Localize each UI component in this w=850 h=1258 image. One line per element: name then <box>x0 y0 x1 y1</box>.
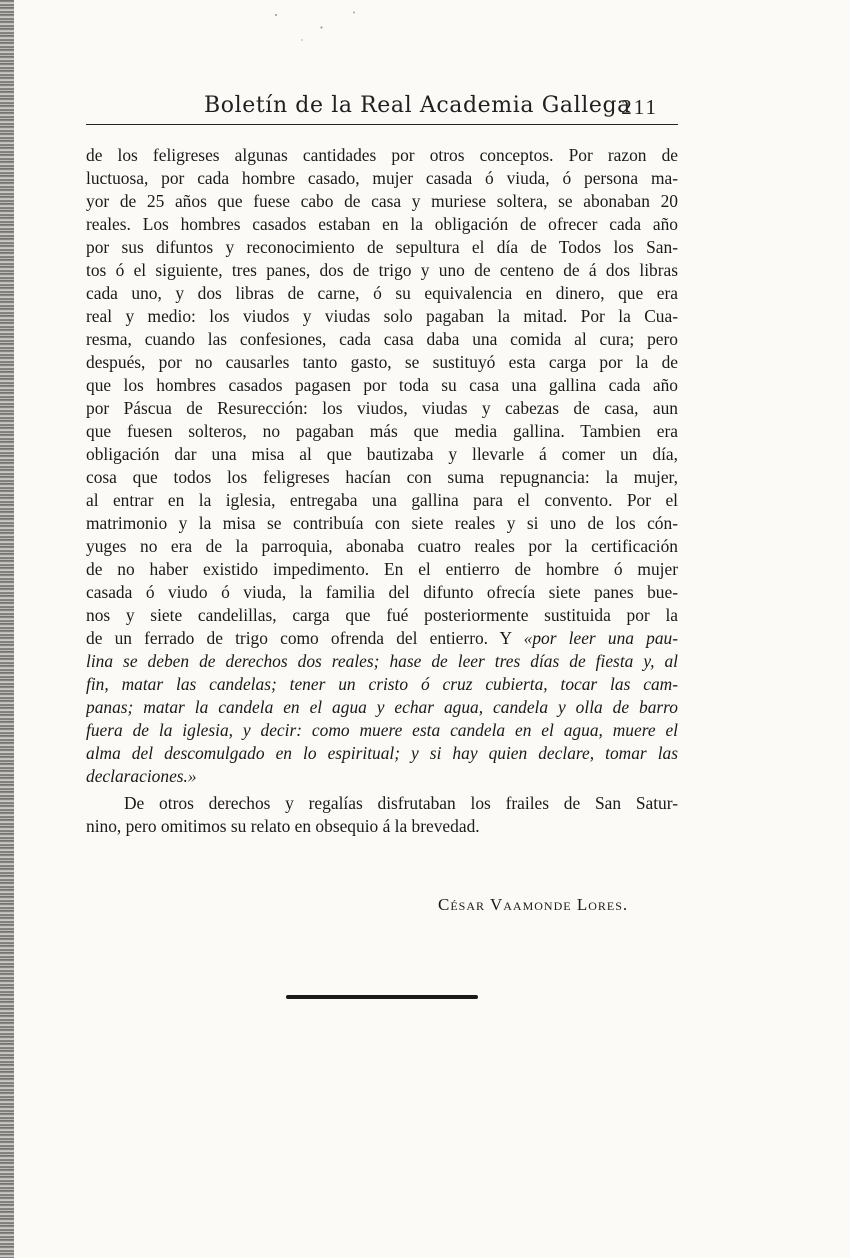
text-line: casada ó viudo ó viuda, la familia del difunto ofrecía siete panes bue- <box>86 582 678 602</box>
text-line: al entrar en la iglesia, entregaba una gallina para el convento. Por el <box>86 490 678 510</box>
text-line: luctuosa, por cada hombre casado, mujer casada ó viuda, ó persona ma- <box>86 168 678 188</box>
text-line: por sus difuntos y reconocimiento de sepultura el día de Todos los San- <box>86 237 678 257</box>
text-line-mixed <box>86 627 678 650</box>
text-italic-quote: «por leer una pau- <box>523 628 678 648</box>
text-line-italic: panas; matar la candela en el agua y echar agua, candela y olla de barro <box>86 697 678 717</box>
text-line: resma, cuando las confesiones, cada casa daba una comida al cura; pero <box>86 329 678 349</box>
text-line: después, por no causarles tanto gasto, se sustituyó esta carga por la de <box>86 352 678 372</box>
text-line: yuges no era de la parroquia, abonaba cuatro reales por la certificación <box>86 536 678 556</box>
page-number: 211 <box>621 95 658 119</box>
text-line-italic: fin, matar las candelas; tener un cristo ó cruz cubierta, tocar las cam- <box>86 674 678 694</box>
text-line: tos ó el siguiente, tres panes, dos de trigo y uno de centeno de á dos libras <box>86 260 678 280</box>
text-line: obligación dar una misa al que bautizaba y llevarle á comer un día, <box>86 444 678 464</box>
text-line: cada uno, y dos libras de carne, ó su equivalencia en dinero, que era <box>86 283 678 303</box>
end-ornament-rule <box>286 995 478 999</box>
text-line: yor de 25 años que fuese cabo de casa y muriese soltera, se abonaban 20 <box>86 191 678 211</box>
text-line: De otros derechos y regalías disfrutaban los frailes de San Satur- <box>124 793 678 813</box>
text-line: de los feligreses algunas cantidades por otros conceptos. Por razon de <box>86 145 678 165</box>
running-title: Boletín de la Real Academia Gallega <box>204 93 631 118</box>
text-line: por Páscua de Resurección: los viudos, viudas y cabezas de casa, aun <box>86 398 678 418</box>
text-line-italic: fuera de la iglesia, y decir: como muere esta candela en el agua, muere el <box>86 720 678 740</box>
text-roman: de un ferrado de trigo como ofrenda del entierro. Y <box>86 628 524 648</box>
text-line: matrimonio y la misa se contribuía con siete reales y si uno de los cón- <box>86 513 678 533</box>
text-line: de no haber existido impedimento. En el entierro de hombre ó mujer <box>86 559 678 579</box>
text-line: nino, pero omitimos su relato en obsequio á la brevedad. <box>86 816 480 836</box>
text-line: que fuesen solteros, no pagaban más que media gallina. Tambien era <box>86 421 678 441</box>
text-line-italic: declaraciones.» <box>86 766 197 786</box>
author-signature: César Vaamonde Lores. <box>438 895 629 914</box>
text-line: nos y siete candelillas, carga que fué posteriormente sustituida por la <box>86 605 678 625</box>
header-rule <box>86 124 678 125</box>
body-text <box>86 144 678 838</box>
print-specks <box>250 0 380 50</box>
text-line-italic: alma del descomulgado en lo espiritual; y si hay quien declare, tomar las <box>86 743 678 763</box>
page-binding-edge <box>0 0 14 1258</box>
text-line: real y medio: los viudos y viudas solo pagaban la mitad. Por la Cua- <box>86 306 678 326</box>
text-line: cosa que todos los feligreses hacían con suma repugnancia: la mujer, <box>86 467 678 487</box>
running-header <box>86 93 678 129</box>
text-line: que los hombres casados pagasen por toda su casa una gallina cada año <box>86 375 678 395</box>
text-line: reales. Los hombres casados estaban en la obligación de ofrecer cada año <box>86 214 678 234</box>
text-line-italic: lina se deben de derechos dos reales; hase de leer tres días de fiesta y, al <box>86 651 678 671</box>
